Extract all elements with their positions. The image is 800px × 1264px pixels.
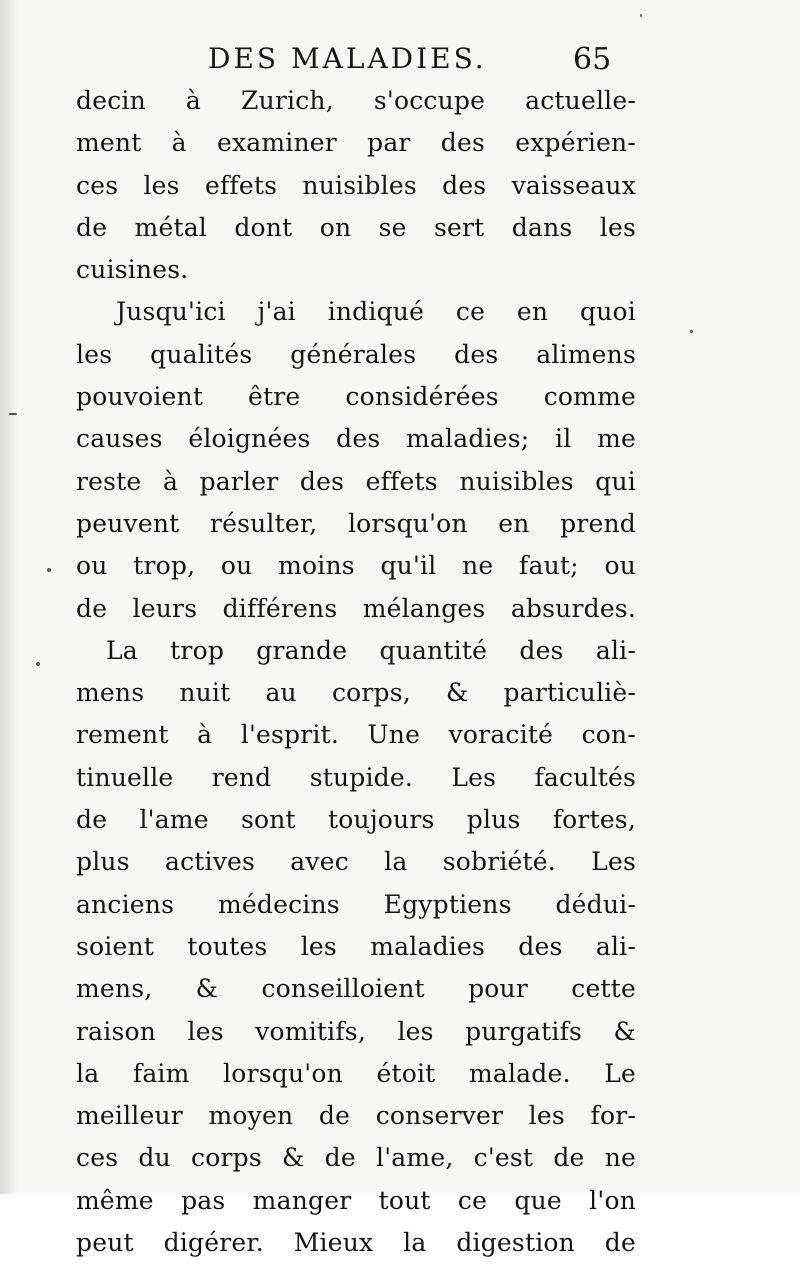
text-line: peuvent résulter, lorsqu'on en prend — [76, 508, 636, 538]
paper-speck — [640, 14, 642, 17]
text-line: ment à examiner par des expérien- — [76, 128, 636, 158]
text-line: ou trop, ou moins qu'il ne faut; ou — [76, 551, 636, 581]
running-head: DES MALADIES. — [208, 42, 487, 75]
text-line: anciens médecins Egyptiens dédui- — [76, 889, 636, 919]
text-line: raison les vomitifs, les purgatifs & — [76, 1016, 636, 1046]
text-line: de l'ame sont toujours plus fortes, — [76, 805, 636, 835]
text-line: de leurs différens mélanges absurdes. — [76, 593, 636, 623]
text-line: de métal dont on se sert dans les — [76, 212, 636, 242]
text-line: meilleur moyen de conserver les for- — [76, 1101, 636, 1131]
page-gutter-shadow — [0, 0, 18, 1194]
text-line: rement à l'esprit. Une voracité con- — [76, 720, 636, 750]
paper-speck — [36, 662, 40, 666]
text-line: même pas manger tout ce que l'on — [76, 1185, 636, 1215]
text-line: mens nuit au corps, & particuliè- — [76, 678, 636, 708]
paper-speck — [47, 568, 51, 572]
text-line: la faim lorsqu'on étoit malade. Le — [76, 1058, 636, 1088]
text-line: La trop grande quantité des ali- — [106, 635, 636, 665]
text-line: les qualités générales des alimens — [76, 339, 636, 369]
text-line: pouvoient être considérées comme — [76, 382, 636, 412]
text-line: plus actives avec la sobriété. Les — [76, 847, 636, 877]
text-line: mens, & conseilloient pour cette — [76, 974, 636, 1004]
text-line: soient toutes les maladies des ali- — [76, 931, 636, 961]
page-number: 65 — [573, 42, 612, 77]
text-line: Jusqu'ici j'ai indiqué ce en quoi — [116, 297, 636, 327]
text-line: reste à parler des effets nuisibles qui — [76, 466, 636, 496]
body-text — [76, 80, 636, 1264]
paper-speck — [9, 413, 17, 415]
text-line: decin à Zurich, s'occupe actuelle- — [76, 86, 636, 115]
text-line: tinuelle rend stupide. Les facultés — [76, 762, 636, 792]
text-line: peut digérer. Mieux la digestion de — [76, 1228, 636, 1258]
paper-speck — [690, 330, 693, 333]
text-line: ces du corps & de l'ame, c'est de ne — [76, 1143, 636, 1173]
text-line: ces les effets nuisibles des vaisseaux — [76, 170, 636, 200]
text-line: causes éloignées des maladies; il me — [76, 424, 636, 454]
text-line: cuisines. — [76, 255, 189, 285]
